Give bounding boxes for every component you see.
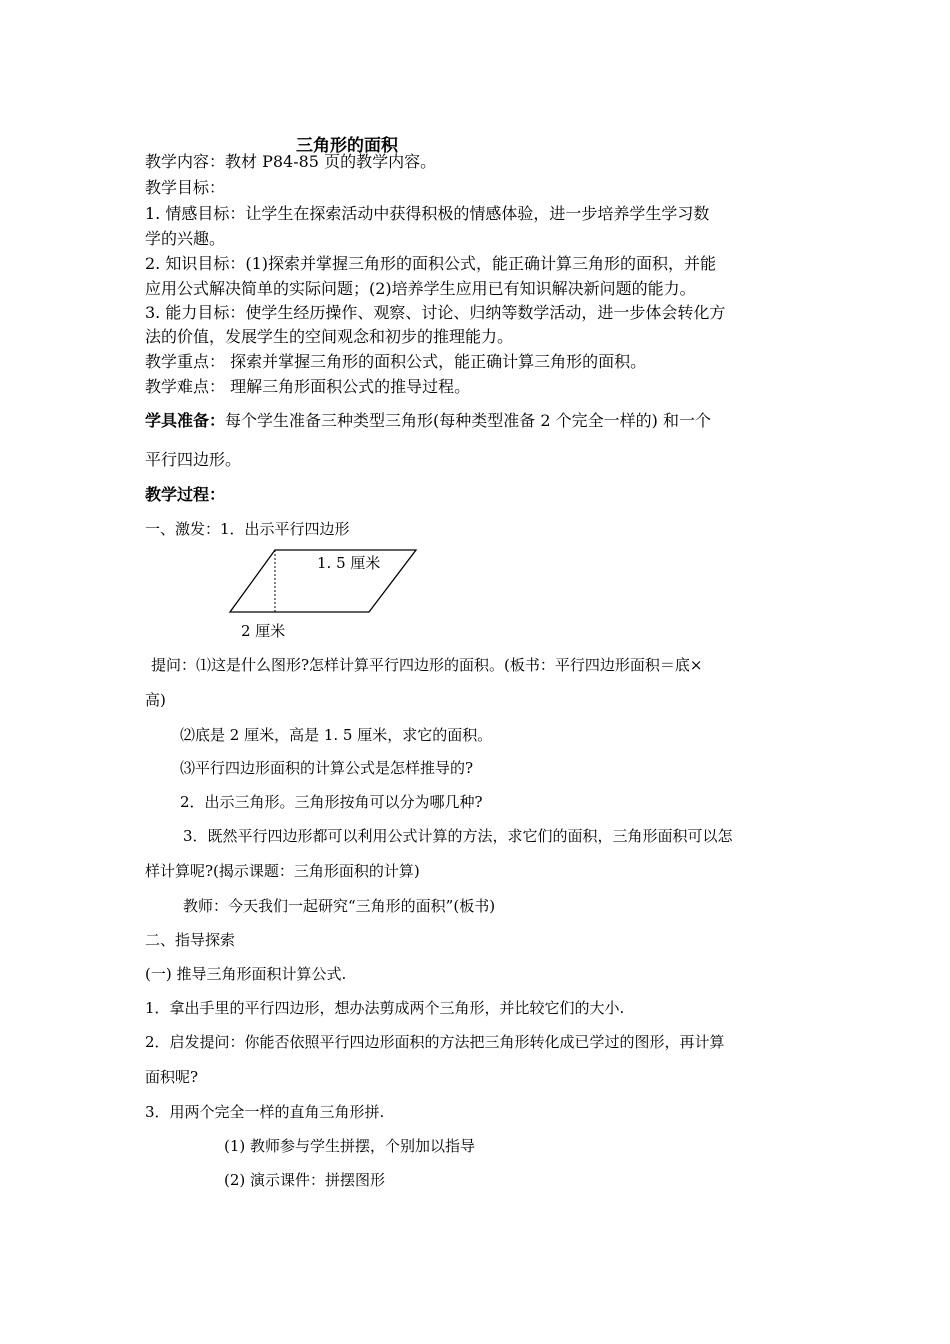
key-point: 教学重点： 探索并掌握三角形的面积公式，能正确计算三角形的面积。 xyxy=(145,352,647,371)
question-3: ⑶平行四边形面积的计算公式是怎样推导的? xyxy=(180,759,474,777)
step-3-line-b: 样计算呢?(揭示课题：三角形面积的计算) xyxy=(145,862,420,880)
goal-2-line-b: 应用公式解决简单的实际问题；(2)培养学生应用已有知识解决新问题的能力。 xyxy=(145,279,696,298)
difficulty: 教学难点： 理解三角形面积公式的推导过程。 xyxy=(145,377,471,396)
tools-line-b: 平行四边形。 xyxy=(145,450,242,469)
point-3-item-2: (2) 演示课件：拼摆图形 xyxy=(224,1171,386,1189)
teaching-content: 教学内容：教材 P84-85 页的教学内容。 xyxy=(145,152,437,171)
question-2: ⑵底是 2 厘米，高是 1. 5 厘米，求它的面积。 xyxy=(180,726,493,744)
step-3-line-a: 3．既然平行四边形都可以利用公式计算的方法，求它们的面积，三角形面积可以怎 xyxy=(183,827,733,845)
figure-height-label: 1. 5 厘米 xyxy=(317,554,381,572)
tools-label: 学具准备： xyxy=(145,411,226,430)
tools-text: 每个学生准备三种类型三角形(每种类型准备 2 个完全一样的) 和一个 xyxy=(225,411,711,430)
goals-heading: 教学目标： xyxy=(145,178,226,197)
point-1: 1．拿出手里的平行四边形，想办法剪成两个三角形，并比较它们的大小. xyxy=(145,999,625,1017)
point-3-item-1: (1) 教师参与学生拼摆，个别加以指导 xyxy=(224,1137,476,1155)
step-1: 一、激发：1．出示平行四边形 xyxy=(145,520,350,538)
page-title: 三角形的面积 xyxy=(296,136,398,156)
question-1-line-a: 提问：⑴这是什么图形?怎样计算平行四边形的面积。(板书：平行四边形面积＝底× xyxy=(151,656,703,674)
goal-3-line-a: 3. 能力目标：使学生经历操作、观察、讨论、归纳等数学活动，进一步体会转化方 xyxy=(145,303,726,322)
point-2-line-a: 2．启发提问：你能否依照平行四边形面积的方法把三角形转化成已学过的图形，再计算 xyxy=(145,1033,725,1051)
question-1-line-b: 高) xyxy=(145,691,166,709)
goal-3-line-b: 法的价值，发展学生的空间观念和初步的推理能力。 xyxy=(145,327,514,346)
process-heading: 教学过程： xyxy=(145,485,226,504)
goal-1-line-a: 1. 情感目标：让学生在探索活动中获得积极的情感体验，进一步培养学生学习数 xyxy=(145,204,710,223)
part-2-heading: 二、指导探索 xyxy=(145,931,236,949)
subsection-1: (一) 推导三角形面积计算公式. xyxy=(145,965,347,983)
figure-base-label: 2 厘米 xyxy=(241,622,286,640)
point-2-line-b: 面积呢? xyxy=(145,1068,199,1086)
tools-line-a xyxy=(145,411,711,431)
goal-2-line-a: 2. 知识目标：(1)探索并掌握三角形的面积公式，能正确计算三角形的面积，并能 xyxy=(145,254,717,273)
step-2: 2．出示三角形。三角形按角可以分为哪几种? xyxy=(180,793,483,811)
teacher-line: 教师：今天我们一起研究“三角形的面积”(板书) xyxy=(183,897,496,915)
point-3: 3．用两个完全一样的直角三角形拼. xyxy=(145,1103,385,1121)
goal-1-line-b: 学的兴趣。 xyxy=(145,229,226,248)
